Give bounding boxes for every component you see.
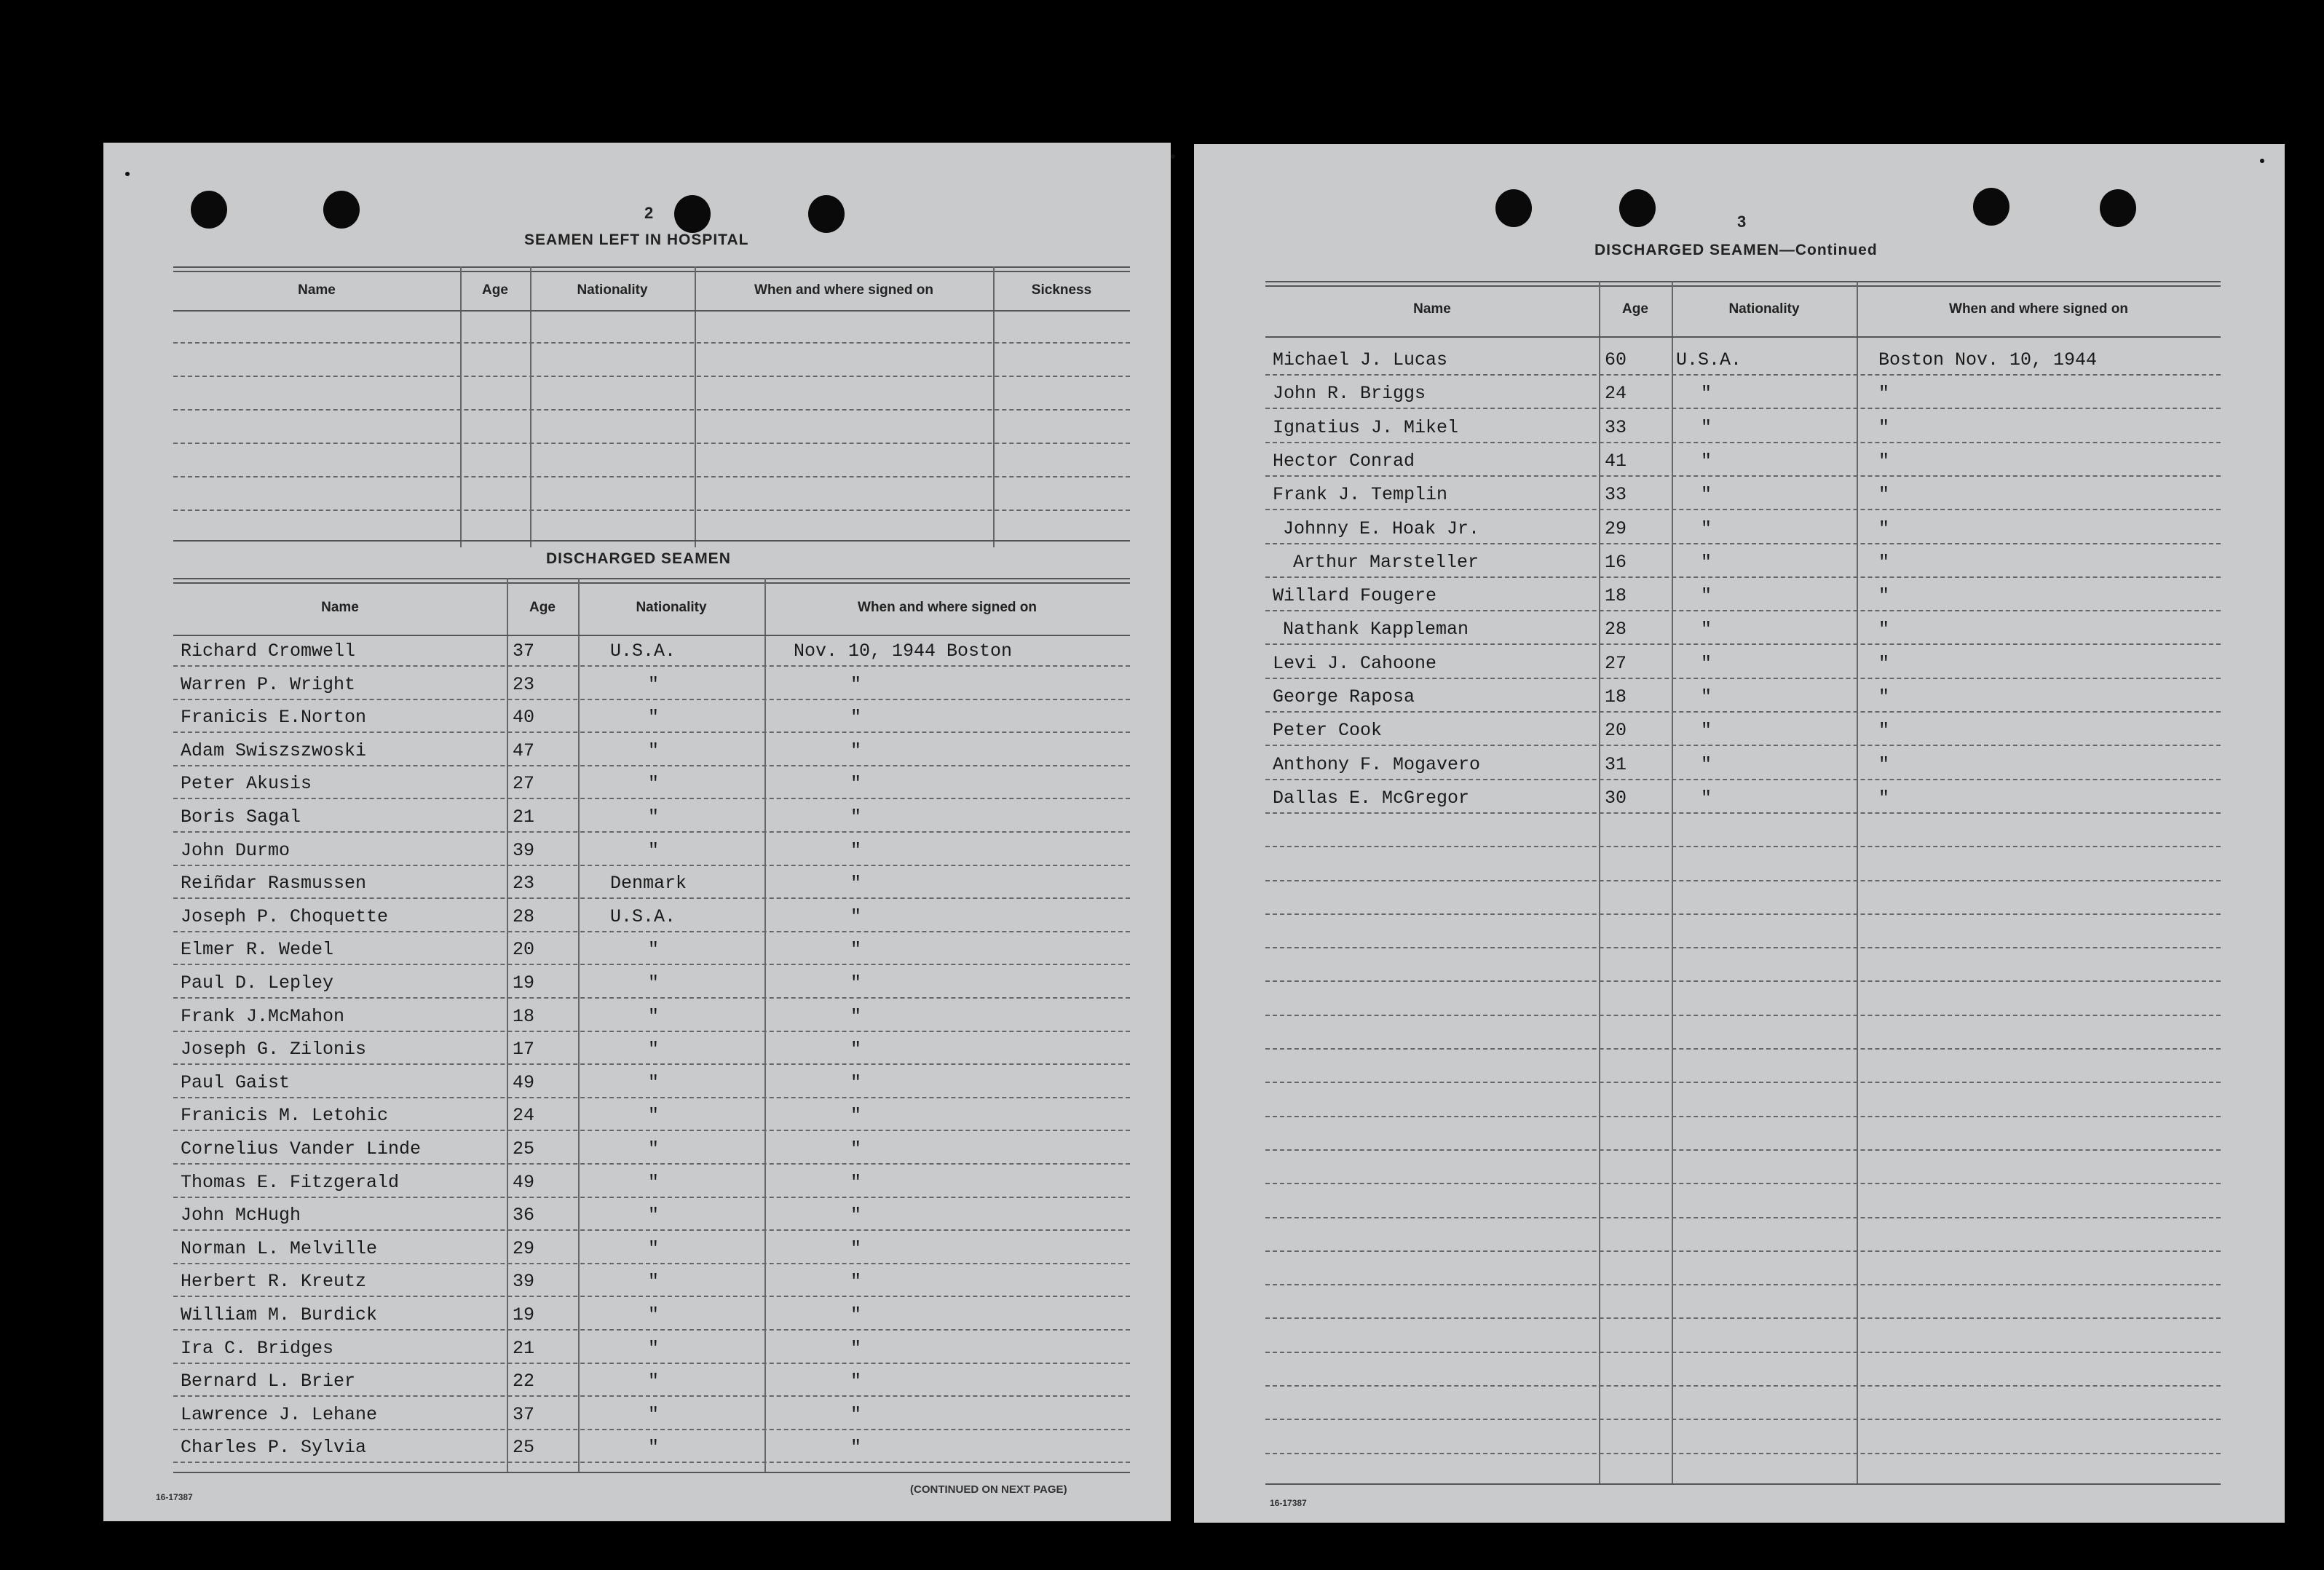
blank-row-line [173,342,1130,344]
header-age: Age [529,600,556,615]
seaman-name: Cornelius Vander Linde [181,1138,422,1159]
seaman-signed-on: " [850,1237,862,1259]
seaman-age: 37 [513,641,535,662]
seaman-nationality: U.S.A. [610,641,676,662]
seaman-signed-on: " [850,1403,862,1425]
left-page [103,143,1171,1521]
row-line [1265,711,2221,713]
row-line [173,1063,1130,1065]
row-line [1265,846,2221,847]
seaman-age: 29 [513,1237,535,1259]
row-line [173,964,1130,965]
row-line [173,1429,1130,1430]
punch-hole [808,195,845,233]
seaman-name: Bernard L. Brier [181,1371,356,1392]
seaman-name: Ignatius J. Mikel [1273,416,1459,438]
row-line [1265,1048,2221,1050]
row-line [1265,1385,2221,1387]
seaman-nationality: " [648,1039,660,1060]
seaman-nationality: " [1701,450,1712,472]
seaman-nationality: " [1701,383,1712,405]
seaman-age: 49 [513,1171,535,1193]
discharged-section-title: DISCHARGED SEAMEN [546,550,731,567]
row-line [173,1263,1130,1264]
seaman-nationality: " [1701,484,1712,506]
seaman-age: 31 [1605,753,1627,775]
seaman-name: Frank J.McMahon [181,1005,345,1027]
punch-hole [323,191,360,229]
seaman-age: 25 [513,1138,535,1159]
rule [173,540,1130,542]
seaman-signed-on: " [850,773,862,795]
seaman-age: 33 [1605,484,1627,506]
seaman-signed-on: " [850,806,862,828]
seaman-name: Willard Fougere [1273,585,1437,607]
header-age: Age [482,282,508,298]
seaman-age: 25 [513,1437,535,1459]
seaman-age: 18 [1605,686,1627,707]
seaman-age: 20 [1605,720,1627,742]
seaman-age: 20 [513,939,535,961]
seaman-name: Peter Akusis [181,773,312,795]
row-line [173,1229,1130,1231]
seaman-nationality: " [648,1138,660,1159]
row-line [173,699,1130,700]
column-divider [1857,281,1858,1483]
header-sickness: Sickness [1031,282,1092,298]
seaman-signed-on: " [1878,518,1890,539]
seaman-signed-on: " [850,673,862,695]
seaman-age: 36 [513,1205,535,1226]
seaman-name: Thomas E. Fitzgerald [181,1171,400,1193]
seaman-age: 47 [513,740,535,761]
rule [1265,1483,2221,1485]
row-line [173,865,1130,866]
seaman-nationality: " [1701,619,1712,641]
seaman-age: 39 [513,839,535,861]
seaman-signed-on: " [1878,720,1890,742]
seaman-nationality: " [648,806,660,828]
seaman-nationality: " [648,1337,660,1359]
rule [173,1472,1130,1473]
seaman-signed-on: " [850,1105,862,1127]
row-line [173,931,1130,932]
punch-hole [1973,188,2009,226]
row-line [173,897,1130,899]
seaman-signed-on: " [850,873,862,895]
seaman-name: Lawrence J. Lehane [181,1403,378,1425]
hospital-section-title: SEAMEN LEFT IN HOSPITAL [524,231,749,248]
seaman-nationality: U.S.A. [1676,349,1742,370]
seaman-age: 19 [513,1304,535,1325]
row-line [1265,475,2221,477]
scan-speck [2260,159,2264,163]
seaman-nationality: " [1701,416,1712,438]
row-line [1265,678,2221,679]
row-line [1265,1217,2221,1218]
seaman-age: 22 [513,1371,535,1392]
row-line [1265,1183,2221,1184]
row-line [173,1031,1130,1032]
seaman-signed-on: " [1878,619,1890,641]
header-name: Name [1413,301,1451,317]
seaman-name: Nathank Kappleman [1283,619,1469,641]
seaman-signed-on: Boston Nov. 10, 1944 [1878,349,2098,370]
scan-speck [125,172,130,176]
seaman-name: Franicis M. Letohic [181,1105,389,1127]
seaman-nationality: " [648,1205,660,1226]
seaman-nationality: " [648,972,660,994]
row-line [173,665,1130,667]
row-line [1265,1419,2221,1420]
punch-hole [1495,189,1532,227]
header-signed-on: When and where signed on [754,282,933,298]
seaman-age: 18 [1605,585,1627,607]
seaman-nationality: " [1701,720,1712,742]
row-line [173,1462,1130,1463]
seaman-name: Hector Conrad [1273,450,1415,472]
row-line [1265,812,2221,814]
seaman-age: 40 [513,707,535,729]
punch-hole [674,195,711,233]
row-line [173,1363,1130,1364]
page-number: 3 [1737,213,1747,231]
row-line [173,798,1130,799]
row-line [1265,1352,2221,1353]
seaman-nationality: U.S.A. [610,905,676,927]
seaman-age: 41 [1605,450,1627,472]
seaman-nationality: " [1701,686,1712,707]
row-line [1265,1015,2221,1016]
seaman-name: Levi J. Cahoone [1273,652,1437,674]
seaman-name: John Durmo [181,839,290,861]
seaman-name: Peter Cook [1273,720,1383,742]
seaman-name: Joseph P. Choquette [181,905,389,927]
seaman-nationality: " [648,1403,660,1425]
row-line [1265,1250,2221,1252]
row-line [1265,1082,2221,1083]
seaman-signed-on: " [850,1171,862,1193]
seaman-name: Anthony F. Mogavero [1273,753,1481,775]
seaman-signed-on: " [1878,484,1890,506]
seaman-nationality: " [648,1371,660,1392]
row-line [1265,1284,2221,1285]
seaman-name: Paul Gaist [181,1071,290,1093]
rule [173,582,1130,584]
seaman-signed-on: " [850,1304,862,1325]
blank-row-line [173,510,1130,511]
form-number: 16-17387 [156,1492,193,1502]
seaman-name: Charles P. Sylvia [181,1437,367,1459]
seaman-signed-on: " [850,972,862,994]
row-line [1265,745,2221,746]
row-line [173,831,1130,833]
seaman-age: 23 [513,673,535,695]
row-line [1265,947,2221,948]
seaman-name: Boris Sagal [181,806,301,828]
seaman-name: Joseph G. Zilonis [181,1039,367,1060]
seaman-signed-on: " [850,905,862,927]
seaman-name: John R. Briggs [1273,383,1426,405]
seaman-signed-on: " [850,1205,862,1226]
seaman-name: Johnny E. Hoak Jr. [1283,518,1480,539]
row-line [173,765,1130,766]
blank-row-line [173,443,1130,444]
seaman-signed-on: " [850,1005,862,1027]
seaman-age: 23 [513,873,535,895]
column-divider [993,266,995,547]
header-rule [173,310,1130,312]
seaman-name: Ira C. Bridges [181,1337,334,1359]
seaman-signed-on: " [1878,753,1890,775]
punch-hole [2100,189,2136,227]
seaman-age: 28 [1605,619,1627,641]
seaman-name: Elmer R. Wedel [181,939,334,961]
seaman-nationality: " [648,839,660,861]
seaman-name: Warren P. Wright [181,673,356,695]
seaman-signed-on: " [850,1071,862,1093]
seaman-signed-on: " [850,1437,862,1459]
seaman-name: Reiñdar Rasmussen [181,873,367,895]
seaman-signed-on: " [850,1039,862,1060]
row-line [173,1163,1130,1165]
seaman-name: George Raposa [1273,686,1415,707]
header-name: Name [298,282,336,298]
row-line [1265,543,2221,544]
seaman-age: 28 [513,905,535,927]
row-line [173,1329,1130,1331]
header-rule [173,635,1130,636]
seaman-nationality: " [648,1237,660,1259]
seaman-signed-on: " [1878,787,1890,809]
seaman-signed-on: " [1878,416,1890,438]
seaman-signed-on: " [850,740,862,761]
seaman-name: Norman L. Melville [181,1237,378,1259]
seaman-nationality: " [1701,787,1712,809]
seaman-age: 60 [1605,349,1627,370]
seaman-nationality: " [648,1271,660,1293]
seaman-signed-on: " [1878,686,1890,707]
seaman-nationality: " [1701,652,1712,674]
right-page [1194,144,2285,1523]
header-nationality: Nationality [1728,301,1800,317]
rule [173,271,1130,272]
rule [1265,285,2221,287]
seaman-age: 27 [1605,652,1627,674]
seaman-age: 24 [513,1105,535,1127]
seaman-name: Adam Swiszszwoski [181,740,367,761]
seaman-name: Frank J. Templin [1273,484,1448,506]
row-line [173,1130,1130,1131]
seaman-nationality: " [648,1071,660,1093]
seaman-signed-on: " [1878,383,1890,405]
header-signed-on: When and where signed on [858,600,1037,615]
row-line [1265,913,2221,915]
seaman-signed-on: " [1878,585,1890,607]
row-line [173,1097,1130,1098]
seaman-signed-on: " [850,1337,862,1359]
seaman-nationality: " [648,1105,660,1127]
column-divider [1672,281,1673,1483]
seaman-nationality: " [648,939,660,961]
seaman-age: 21 [513,806,535,828]
header-rule [1265,336,2221,338]
seaman-nationality: " [648,707,660,729]
seaman-nationality: " [648,1437,660,1459]
seaman-age: 19 [513,972,535,994]
punch-hole [1619,189,1656,227]
row-line [1265,1317,2221,1319]
row-line [1265,374,2221,376]
seaman-age: 16 [1605,551,1627,573]
column-divider [530,266,531,547]
seaman-signed-on: " [1878,551,1890,573]
header-signed-on: When and where signed on [1949,301,2128,317]
seaman-nationality: " [1701,585,1712,607]
continued-section-title: DISCHARGED SEAMEN—Continued [1594,242,1878,258]
seaman-nationality: " [648,1005,660,1027]
seaman-signed-on: " [850,1371,862,1392]
seaman-age: 21 [513,1337,535,1359]
seaman-signed-on: " [850,1271,862,1293]
row-line [1265,576,2221,578]
row-line [1265,442,2221,443]
seaman-age: 49 [513,1071,535,1093]
blank-row-line [173,409,1130,411]
rule [1265,281,2221,282]
row-line [173,997,1130,999]
seaman-name: Herbert R. Kreutz [181,1271,367,1293]
form-number: 16-17387 [1270,1498,1307,1508]
row-line [1265,1116,2221,1117]
column-divider [695,266,696,547]
seaman-nationality: " [648,740,660,761]
header-name: Name [321,600,359,615]
seaman-nationality: " [648,1171,660,1193]
continued-footer: (CONTINUED ON NEXT PAGE) [910,1483,1067,1496]
seaman-nationality: " [648,673,660,695]
row-line [1265,643,2221,645]
seaman-age: 27 [513,773,535,795]
column-divider [507,578,508,1472]
column-divider [460,266,462,547]
blank-row-line [173,476,1130,477]
seaman-age: 29 [1605,518,1627,539]
row-line [1265,880,2221,881]
column-divider [764,578,766,1472]
seaman-signed-on: " [1878,450,1890,472]
seaman-nationality: " [1701,518,1712,539]
page-number: 2 [644,204,654,222]
seaman-name: Richard Cromwell [181,641,356,662]
seaman-age: 24 [1605,383,1627,405]
row-line [173,1197,1130,1198]
header-age: Age [1622,301,1648,317]
row-line [173,1296,1130,1297]
blank-row-line [173,376,1130,377]
column-divider [1599,281,1600,1483]
seaman-nationality: " [648,773,660,795]
row-line [1265,610,2221,611]
header-nationality: Nationality [577,282,648,298]
seaman-signed-on: Nov. 10, 1944 Boston [794,641,1013,662]
scan-speck [1171,154,1175,159]
seaman-name: Arthur Marsteller [1293,551,1479,573]
seaman-name: William M. Burdick [181,1304,378,1325]
seaman-age: 39 [513,1271,535,1293]
seaman-signed-on: " [850,839,862,861]
seaman-signed-on: " [850,707,862,729]
punch-hole [191,191,227,229]
row-line [1265,779,2221,780]
rule [173,578,1130,579]
seaman-nationality: Denmark [610,873,687,895]
seaman-name: Michael J. Lucas [1273,349,1448,370]
row-line [1265,509,2221,510]
row-line [173,1395,1130,1397]
column-divider [578,578,580,1472]
row-line [1265,1149,2221,1151]
row-line [1265,408,2221,409]
seaman-signed-on: " [1878,652,1890,674]
seaman-age: 33 [1605,416,1627,438]
row-line [1265,1453,2221,1454]
seaman-age: 17 [513,1039,535,1060]
seaman-nationality: " [648,1304,660,1325]
row-line [173,732,1130,733]
seaman-age: 30 [1605,787,1627,809]
header-nationality: Nationality [636,600,707,615]
rule [173,266,1130,268]
seaman-nationality: " [1701,551,1712,573]
seaman-name: Paul D. Lepley [181,972,334,994]
row-line [1265,980,2221,982]
seaman-name: John McHugh [181,1205,301,1226]
seaman-age: 37 [513,1403,535,1425]
seaman-signed-on: " [850,1138,862,1159]
seaman-age: 18 [513,1005,535,1027]
seaman-name: Franicis E.Norton [181,707,367,729]
seaman-signed-on: " [850,939,862,961]
seaman-name: Dallas E. McGregor [1273,787,1470,809]
seaman-nationality: " [1701,753,1712,775]
